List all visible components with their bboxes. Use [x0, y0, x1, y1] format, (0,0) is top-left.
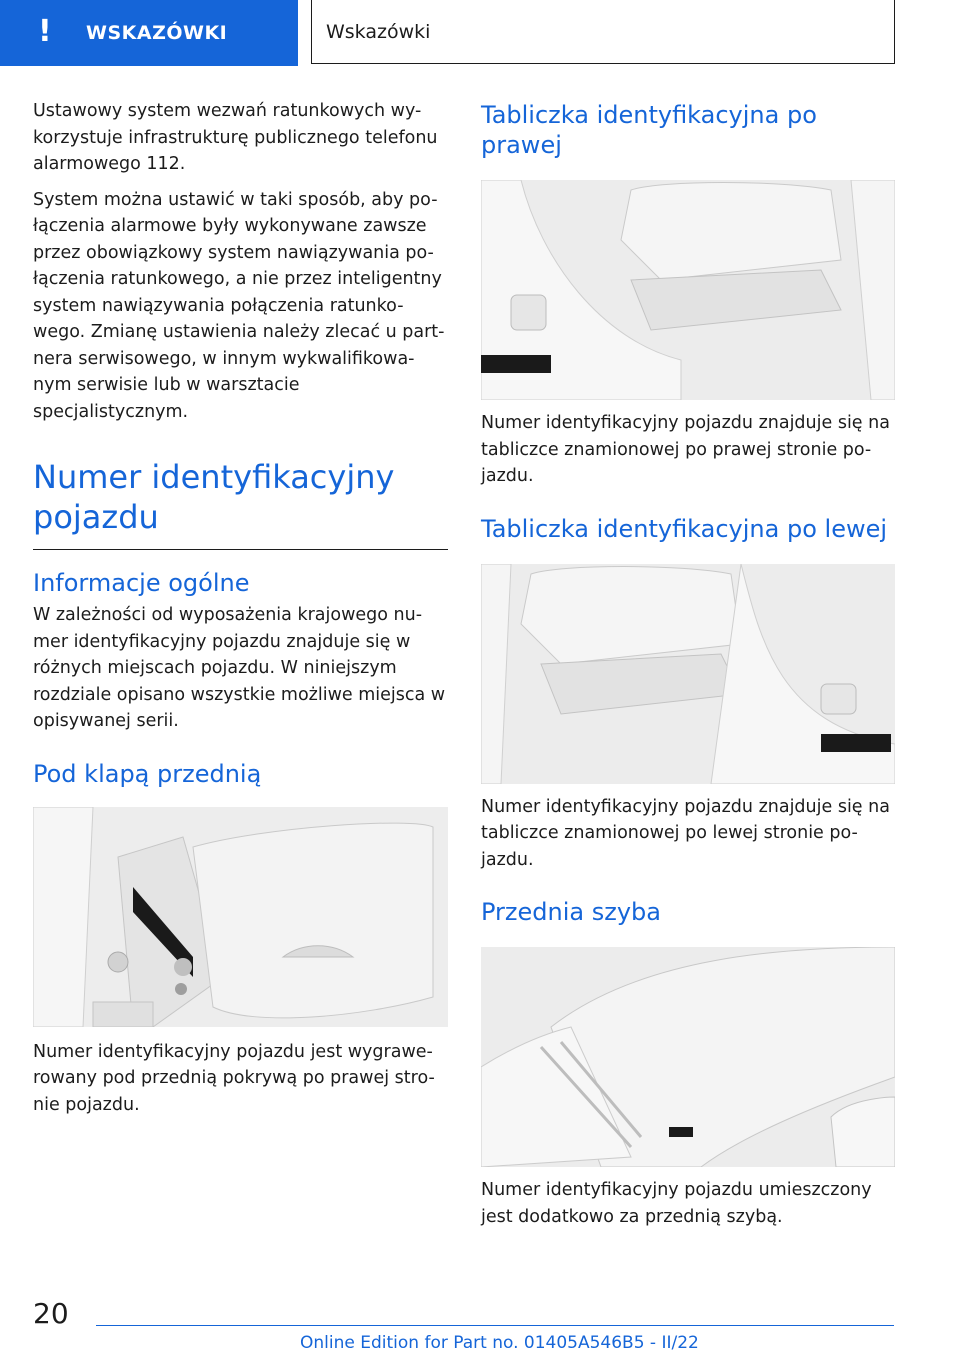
paragraph-windshield: Numer identyfikacyjny pojazdu umieszczony jest dodatkowo za przednią szybą.	[481, 1180, 872, 1227]
footer-edition: Online Edition for Part no. 01405A546B5 - II/22	[300, 1333, 699, 1353]
section-tab	[0, 0, 298, 66]
paragraph-emergency-1: Ustawowy system wezwań ratunkowych wy-korzystuje infrastrukturę publicznego telefonu alarmowego 112.	[33, 101, 438, 174]
heading-under-hood: Pod klapą przednią	[33, 759, 262, 788]
plate-right-illustration	[481, 180, 895, 400]
paragraph-plate-left: Numer identyfikacyjny pojazdu znajduje się na tabliczce znamionowej po lewej stronie po-jazdu.	[481, 796, 890, 870]
windshield-illustration	[481, 947, 895, 1167]
heading-general: Informacje ogólne	[33, 569, 250, 597]
heading-divider	[33, 549, 448, 550]
paragraph-under-hood: Numer identyfikacyjny pojazdu jest wygrawe-rowany pod przednią pokrywą po prawej stro-nie pojazdu.	[33, 1041, 435, 1115]
paragraph-plate-right: Numer identyfikacyjny pojazdu znajduje się na tabliczce znamionowej po prawej stronie po-jazdu.	[481, 413, 890, 486]
footer-divider	[96, 1325, 894, 1326]
figure-plate-right	[481, 180, 895, 400]
figure-windshield	[481, 947, 895, 1167]
plate-left-illustration	[481, 564, 895, 784]
paragraph-general: W zależności od wyposażenia krajowego nu-mer identyfikacyjny pojazdu znajduje się w różnych miejscach pojazdu. W niniejszym rozdziale opisano wszystkie możliwe miejsca w opisywanej serii.	[33, 605, 446, 731]
right-column	[481, 100, 895, 1239]
subsection-box	[311, 0, 895, 64]
heading-windshield: Przednia szyba	[481, 898, 661, 926]
figure-plate-left	[481, 564, 895, 784]
left-column	[33, 98, 448, 1127]
subsection-title: Wskazówki	[326, 21, 431, 43]
exclamation-icon: !	[38, 14, 52, 49]
hood-illustration	[33, 807, 448, 1027]
paragraph-emergency-2: System można ustawić w taki sposób, aby po-łączenia alarmowe były wykonywane zawsze przez obowiązkowy system nawiązywania po-łączenia ratunkowego, a nie przez inteligentny system nawiązywania połączenia ratunko-wego. Zmianę ustawienia należy zlecać u part-nera serwisowego, w innym wykwalifikowa-nym serwisie lub w warsztacie specjalistycznym.	[33, 189, 445, 422]
figure-under-hood	[33, 807, 448, 1027]
heading-vin: Numer identyfikacyjny pojazdu	[33, 458, 395, 536]
page-number: 20	[33, 1297, 69, 1330]
heading-plate-left: Tabliczka identyfikacyjna po lewej	[481, 514, 888, 543]
heading-plate-right: Tabliczka identyfikacyjna po prawej	[481, 101, 817, 159]
section-title: WSKAZÓWKI	[86, 22, 228, 44]
